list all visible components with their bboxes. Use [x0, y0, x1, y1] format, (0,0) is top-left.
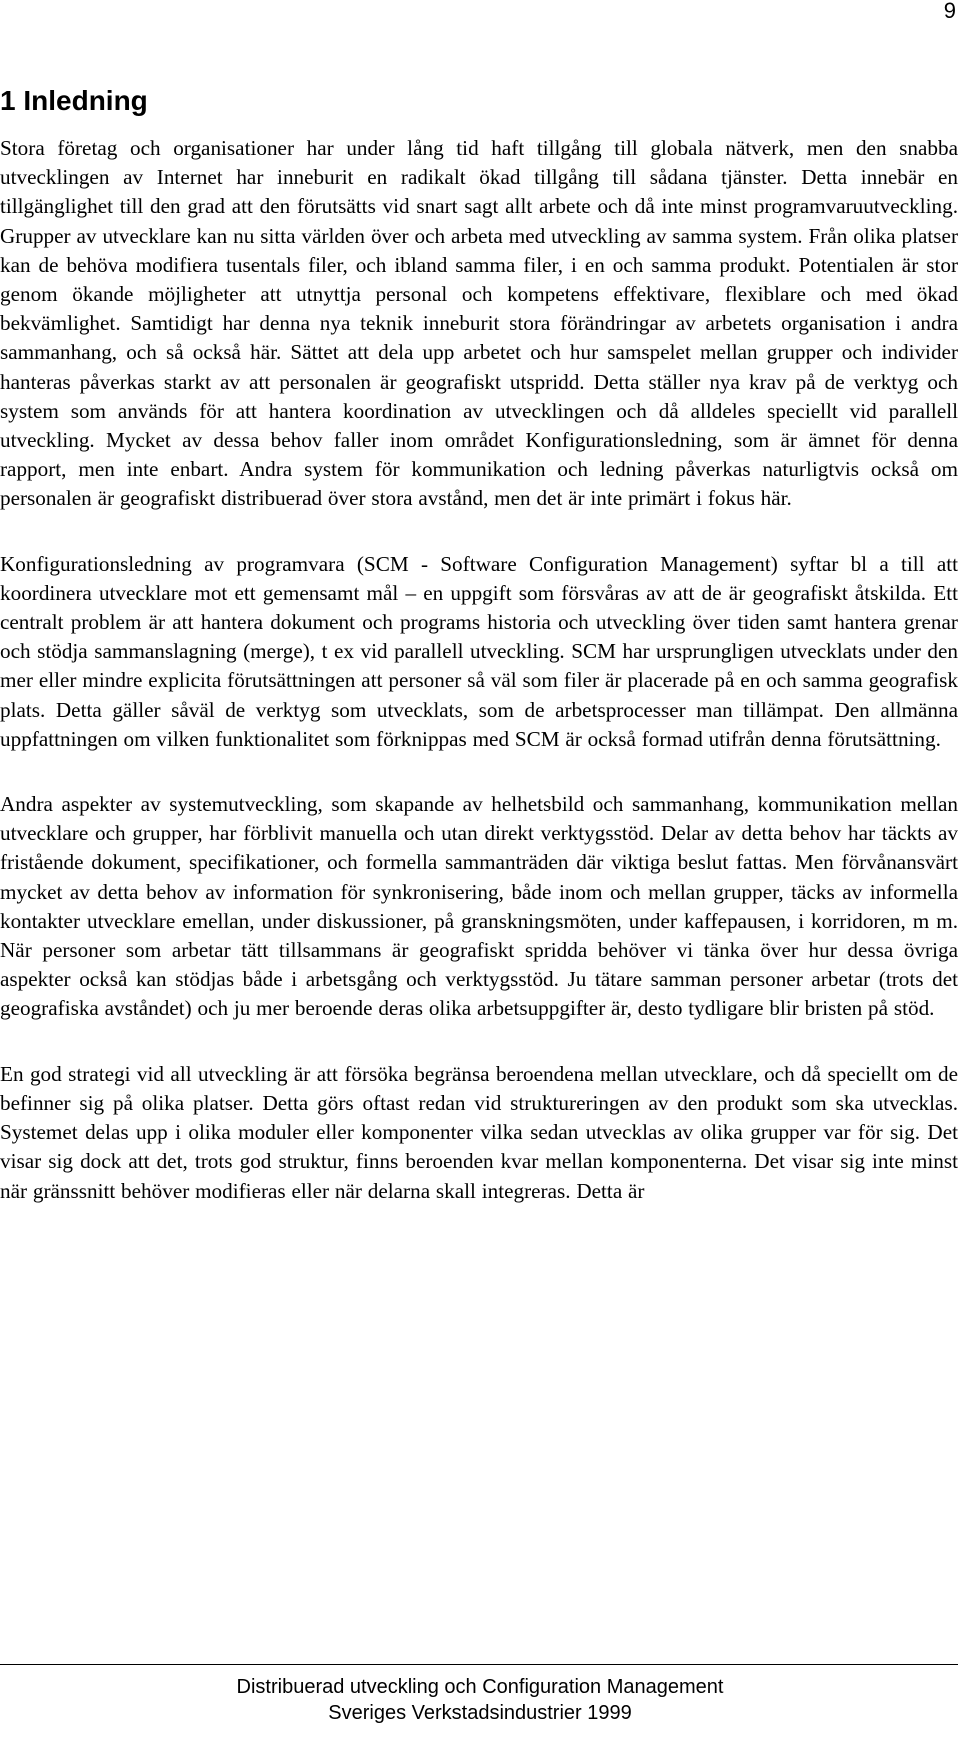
page-number: 9: [943, 0, 956, 23]
page-footer: [0, 1674, 960, 1726]
footer-document-title: Distribuerad utveckling och Configuration Management: [236, 1676, 724, 1698]
section-heading: 1 Inledning: [0, 85, 148, 116]
body-text: [0, 134, 958, 1206]
paragraph-3: Andra aspekter av systemutveckling, som skapande av helhetsbild och sammanhang, kommunikation mellan utvecklare och grupper, har förblivit manuella och utan direkt verktygsstöd. Delar av detta behov har täckts av fristående dokument, specifikationer, och formella sammanträden där viktiga beslut fattas. Men förvånansvärt mycket av detta behov av information för synkronisering, både inom och mellan grupper, täcks av informella kontakter utvecklare emellan, under diskussioner, på granskningsmöten, under kaffepausen, i korridoren, m m. När personer som arbetar tätt tillsammans är geografiskt spridda behöver vi tänka över hur dessa övriga aspekter också kan stödjas både i arbetsgång och verktygsstöd. Ju tätare samman personer arbetar (trots det geografiska avståndet) och ju mer beroende deras olika arbetsuppgifter är, desto tydligare blir bristen på stöd.: [0, 792, 958, 1021]
footer-divider: [0, 1664, 958, 1665]
paragraph-4: En god strategi vid all utveckling är att försöka begränsa beroendena mellan utvecklare, och då speciellt om de befinner sig på olika platser. Detta görs oftast redan vid struktureringen av den produkt som ska utvecklas. Systemet delas upp i olika moduler eller komponenter vilka sedan utvecklas av olika grupper var för sig. Det visar sig dock att det, trots god struktur, finns beroenden kvar mellan komponenterna. Det visar sig inte minst när gränssnitt behöver modifieras eller när delarna skall integreras. Detta är: [0, 1061, 958, 1203]
footer-publisher: Sveriges Verkstadsindustrier 1999: [328, 1702, 632, 1724]
paragraph-1: Stora företag och organisationer har under lång tid haft tillgång till globala nätverk, men den snabba utvecklingen av Internet har inneburit en radikalt ökad tillgång till sådana tjänster. Detta innebär en tillgänglighet till den grad att den förutsätts vid snart sagt allt arbete och då inte minst programvaruutveckling. Grupper av utvecklare kan nu sitta världen över och arbeta med utveckling av samma system. Från olika platser kan de behöva modifiera tusentals filer, och ibland samma filer, i en och samma produkt. Potentialen är stor genom ökande möjligheter att utnyttja personal och kompetens effektivare, flexiblare och med ökad bekvämlighet. Samtidigt har denna nya teknik inneburit stora förändringar av arbetets organisation i andra sammanhang, och så också här. Sättet att dela upp arbetet och hur samspelet mellan grupper och individer hanteras påverkas starkt av att personalen är geografiskt utspridd. Detta ställer nya krav på de verktyg och system som används för att hantera koordination av utvecklingen och då alldeles speciellt vid parallell utveckling. Mycket av dessa behov faller inom området Konfigurationsledning, som är ämnet för denna rapport, men inte enbart. Andra system för kommunikation och ledning påverkas naturligtvis också om personalen är geografiskt distribuerad över stora avstånd, men det är inte primärt i fokus här.: [0, 136, 958, 511]
paragraph-2: Konfigurationsledning av programvara (SCM - Software Configuration Management) syftar bl a till att koordinera utvecklare mot ett gemensamt mål – en uppgift som försvåras av att de är geografiskt åtskilda. Ett centralt problem är att hantera dokument och programs historia och utveckling över tiden samt hantera grenar och stödja sammanslagning (merge), t ex vid parallell utveckling. SCM har ursprungligen utvecklats under den mer eller mindre explicita förutsättningen att personer så väl som filer är placerade på en och samma geografisk plats. Detta gäller såväl de verktyg som utvecklats, som de arbetsprocesser man tillämpat. Den allmänna uppfattningen om vilken funktionalitet som förknippas med SCM är också formad utifrån denna förutsättning.: [0, 551, 958, 751]
